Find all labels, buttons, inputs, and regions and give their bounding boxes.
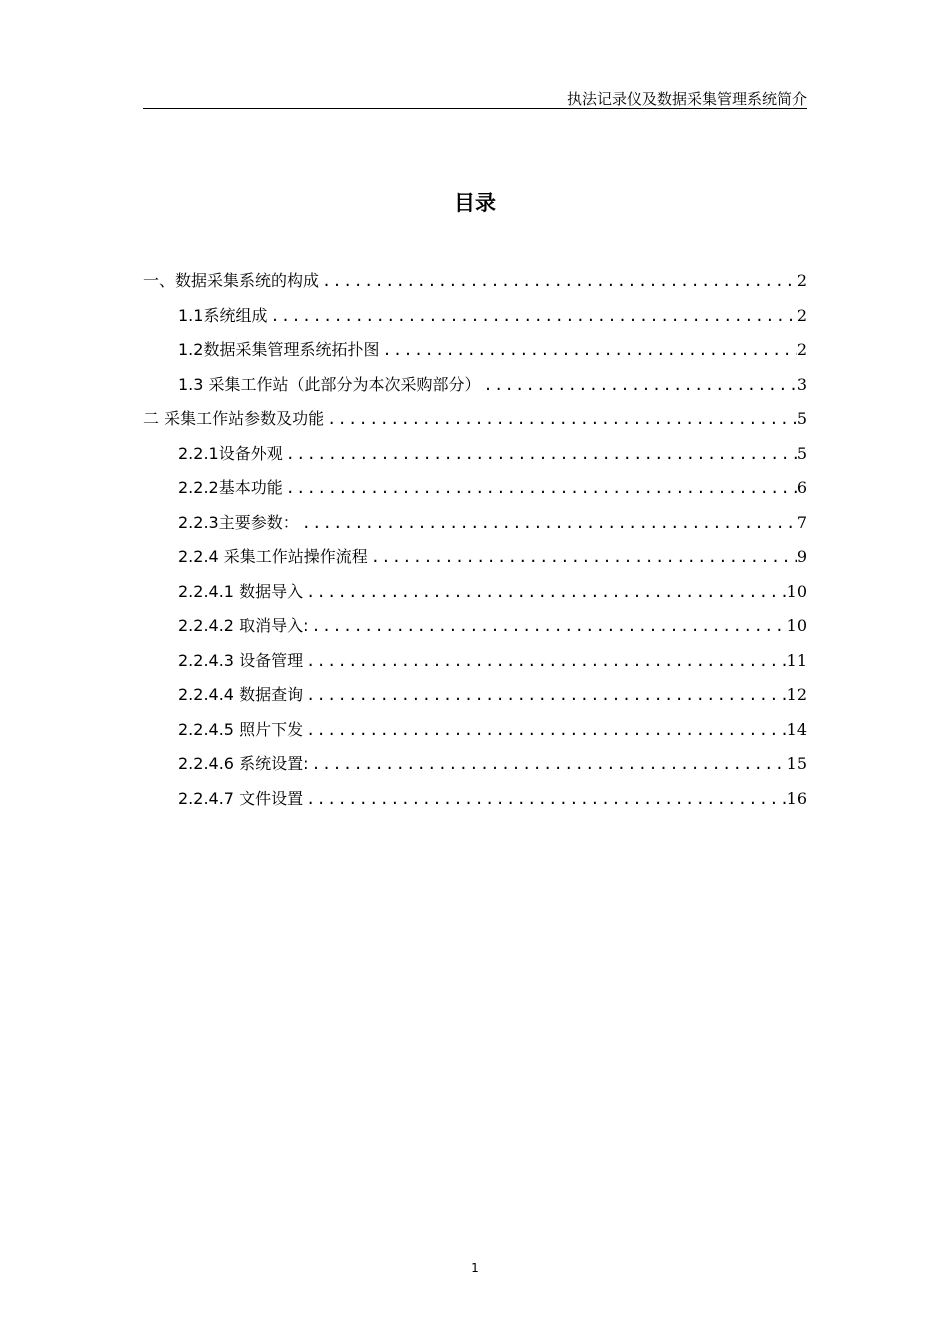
toc-dot-leader — [481, 370, 797, 400]
toc-entry-page: 5 — [796, 443, 807, 463]
toc-dot-leader — [303, 680, 787, 710]
toc-entry[interactable] — [143, 439, 807, 474]
toc-entry[interactable] — [143, 542, 807, 577]
toc-entry[interactable] — [143, 577, 807, 612]
toc-entry-label: 2.2.2基本功能 — [178, 478, 283, 497]
toc-entry-page: 2 — [796, 340, 807, 359]
toc-entry-page: 10 — [786, 581, 807, 601]
toc-entry-label: 2.2.4.5 照片下发 — [178, 719, 304, 739]
toc-entry-page: 2 — [796, 271, 807, 290]
toc-entry[interactable] — [143, 473, 807, 508]
toc-entry-label: 1.3 采集工作站（此部分为本次采购部分） — [178, 374, 481, 394]
toc-entry-page: 6 — [796, 478, 807, 497]
toc-entry[interactable] — [143, 715, 807, 750]
toc-entry-label: 1.1系统组成 — [178, 305, 268, 325]
toc-entry[interactable] — [143, 749, 807, 784]
toc-entry[interactable] — [143, 335, 807, 370]
toc-entry[interactable] — [143, 508, 807, 543]
toc-entry-label: 2.2.4.2 取消导入: — [178, 616, 309, 635]
table-of-contents — [143, 266, 807, 818]
toc-entry[interactable] — [143, 266, 807, 301]
toc-entry[interactable] — [143, 370, 807, 405]
toc-entry-label: 1.2数据采集管理系统拓扑图 — [178, 340, 380, 359]
toc-entry-page: 3 — [796, 374, 807, 394]
toc-dot-leader — [283, 439, 797, 469]
toc-entry[interactable] — [143, 680, 807, 715]
toc-entry[interactable] — [143, 301, 807, 336]
toc-dot-leader — [319, 266, 797, 296]
toc-entry[interactable] — [143, 611, 807, 646]
toc-dot-leader — [379, 335, 796, 365]
header-rule — [143, 108, 807, 109]
toc-entry[interactable] — [143, 646, 807, 681]
toc-dot-leader — [299, 508, 797, 538]
toc-dot-leader — [303, 784, 787, 814]
toc-title: 目录 — [454, 191, 496, 215]
toc-entry-label: 2.2.4.4 数据查询 — [178, 685, 304, 704]
toc-entry-label: 2.2.3主要参数： — [178, 512, 299, 532]
toc-dot-leader — [303, 646, 787, 676]
toc-entry-label: 2.2.4.3 设备管理 — [178, 650, 304, 670]
toc-entry[interactable] — [143, 404, 807, 439]
toc-dot-leader — [303, 715, 787, 745]
toc-entry-page: 7 — [796, 512, 807, 532]
page-number: 1 — [471, 1261, 479, 1275]
header-title: 执法记录仪及数据采集管理系统简介 — [566, 90, 807, 108]
toc-entry-label: 2.2.4 采集工作站操作流程 — [178, 547, 368, 566]
toc-entry-label: 一、数据采集系统的构成 — [143, 271, 320, 290]
toc-dot-leader — [303, 577, 787, 607]
toc-entry-page: 11 — [786, 650, 807, 670]
toc-entry-page: 9 — [796, 547, 807, 566]
toc-dot-leader — [283, 473, 797, 503]
toc-entry-page: 12 — [786, 685, 807, 704]
toc-entry-page: 2 — [796, 305, 807, 325]
toc-entry-page: 16 — [786, 788, 807, 808]
toc-entry-page: 10 — [786, 616, 807, 635]
toc-dot-leader — [324, 404, 797, 434]
toc-entry-label: 二 采集工作站参数及功能 — [143, 409, 325, 428]
toc-dot-leader — [308, 749, 786, 779]
toc-entry-page: 15 — [786, 754, 807, 773]
toc-entry-page: 5 — [796, 409, 807, 428]
toc-entry-label: 2.2.4.6 系统设置: — [178, 754, 309, 773]
toc-dot-leader — [267, 301, 796, 331]
toc-entry-label: 2.2.1设备外观 — [178, 443, 283, 463]
toc-dot-leader — [308, 611, 786, 641]
toc-dot-leader — [368, 542, 797, 572]
toc-entry[interactable] — [143, 784, 807, 819]
toc-entry-label: 2.2.4.7 文件设置 — [178, 788, 304, 808]
toc-entry-label: 2.2.4.1 数据导入 — [178, 581, 304, 601]
toc-entry-page: 14 — [786, 719, 807, 739]
